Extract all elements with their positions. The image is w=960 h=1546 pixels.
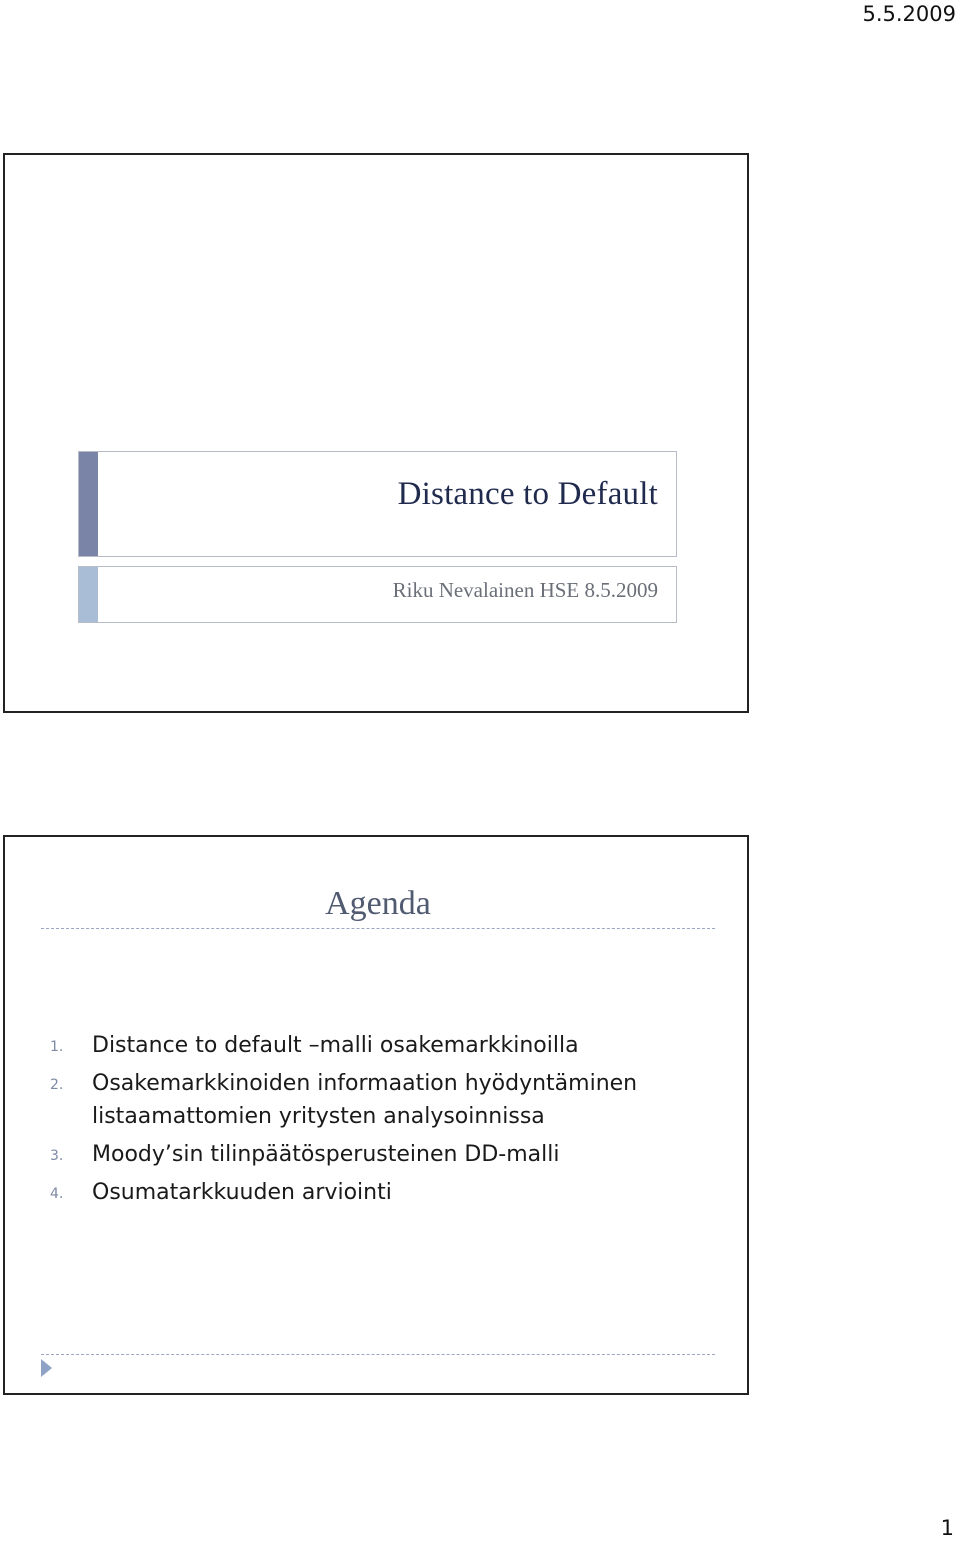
page-date: 5.5.2009 (862, 2, 956, 26)
agenda-item-number: 3. (50, 1148, 64, 1164)
agenda-item-text: Osakemarkkinoiden informaation hyödyntäminen listaamattomien yritysten analysoinnissa (92, 1071, 638, 1129)
slide-subtitle: Riku Nevalainen HSE 8.5.2009 (392, 578, 658, 602)
slide-title: Distance to Default (397, 476, 658, 512)
agenda-item (45, 1176, 725, 1209)
footer-divider (41, 1354, 715, 1355)
agenda-item-text: Osumatarkkuuden arviointi (92, 1180, 392, 1205)
triangle-right-icon (41, 1359, 52, 1377)
subtitle-accent-bar (79, 567, 98, 622)
title-divider (41, 928, 715, 929)
agenda-item (45, 1138, 725, 1171)
page-number: 1 (940, 1516, 954, 1540)
agenda-item-number: 4. (50, 1186, 64, 1202)
agenda-item (45, 1067, 725, 1133)
agenda-title: Agenda (325, 885, 431, 922)
agenda-slide (3, 835, 749, 1395)
subtitle-box (78, 566, 677, 623)
agenda-list (45, 1029, 725, 1214)
agenda-item-text: Distance to default –malli osakemarkkinoilla (92, 1033, 579, 1058)
agenda-item-number: 1. (50, 1039, 64, 1055)
agenda-item-number: 2. (50, 1077, 64, 1093)
title-accent-bar (79, 452, 98, 556)
title-box (78, 451, 677, 557)
title-slide (3, 153, 749, 713)
agenda-item-text: Moody’sin tilinpäätösperusteinen DD-malli (92, 1142, 560, 1167)
agenda-item (45, 1029, 725, 1062)
